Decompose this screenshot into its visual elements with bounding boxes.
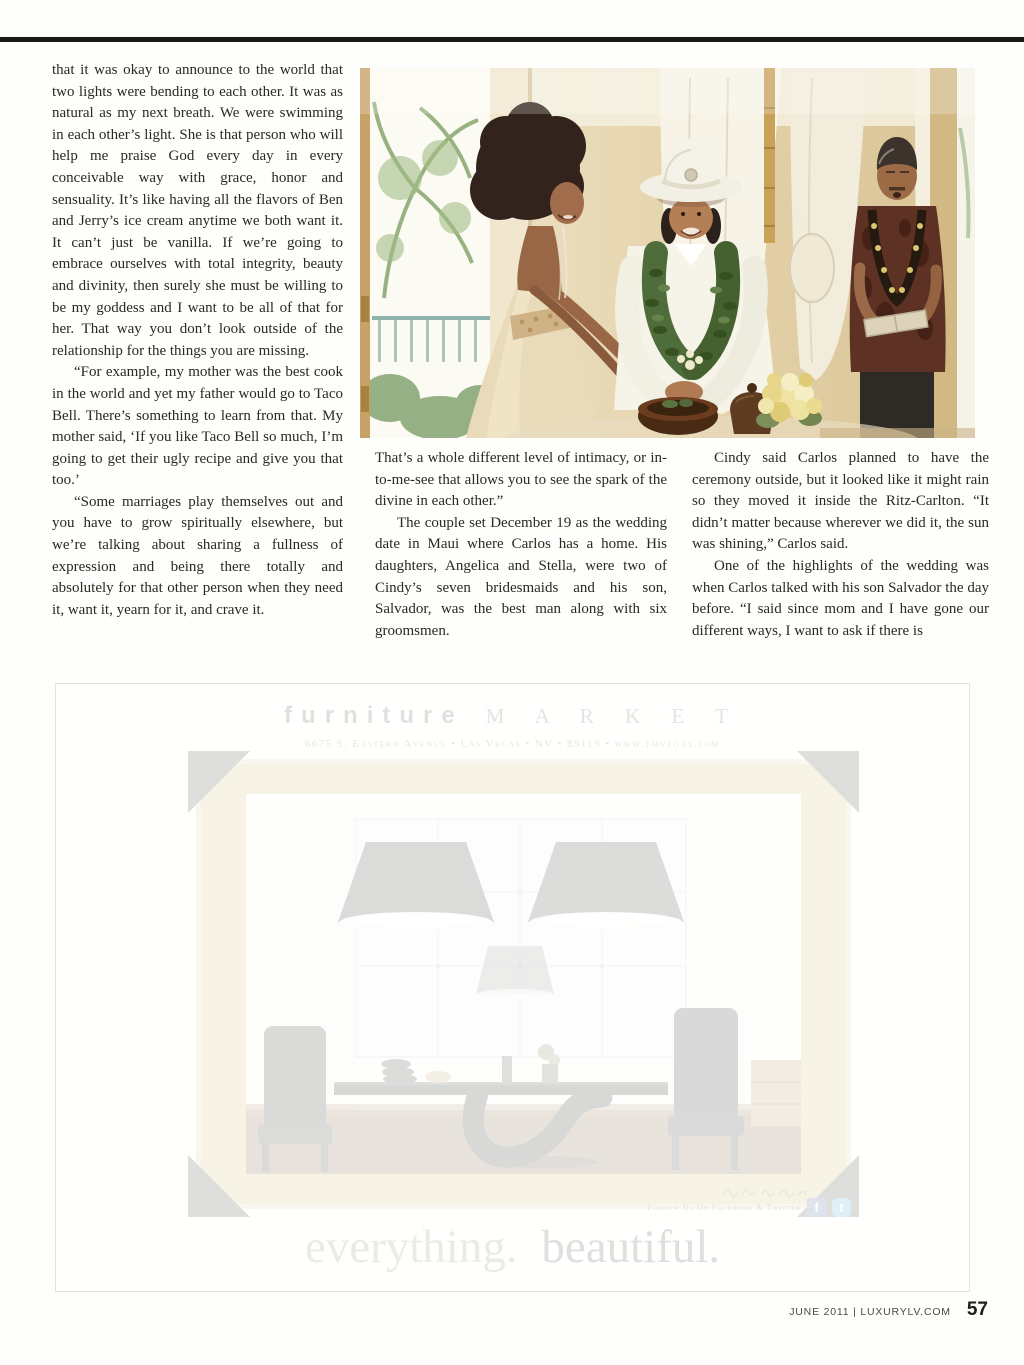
furniture-market-ad <box>55 683 970 1292</box>
ad-photo-mat <box>196 759 851 1209</box>
article-paragraph: Cindy said Carlos planned to have the ceremony outside, but it looked like it might rain so they moved it inside the Ritz-Carlton. “It didn’t matter because wherever we did it, the sun was shining,” Carlos said. <box>692 450 989 553</box>
article-column-middle <box>375 448 667 642</box>
tagline-word-beautiful: beautiful. <box>541 1221 721 1273</box>
page-footer <box>789 1299 988 1321</box>
ad-address-line: 6675 S. Eastern Avenue • Las Vegas • NV • 89119 • www.fmvegas.com <box>304 738 721 750</box>
door-edge <box>360 68 370 438</box>
ad-dining-room-photo <box>246 794 801 1174</box>
photo-corner-mount-icon <box>188 1155 250 1217</box>
wooden-bowl <box>638 397 718 435</box>
article-paragraph: “Some marriages play themselves out and you have to grow spiritually elsewhere, but we’re talking about sharing a fullness of expression and being there totally and absolutely for that other person when they need it, want it, yearn for it, and crave it. <box>52 493 343 618</box>
article-paragraph: The couple set December 19 as the wedding date in Maui where Carlos has a home. His daughters, Angelica and Stella, were two of Cindy’s seven bridesmaids and his son, Salvador, was the best man along with six groomsmen. <box>375 514 667 639</box>
facebook-icon: f <box>807 1198 826 1217</box>
ad-brand-word-furniture: furniture <box>284 702 464 729</box>
photo-corner-mount-icon <box>188 751 250 813</box>
top-rule-divider <box>0 37 1024 42</box>
footer-page-number: 57 <box>966 1299 988 1320</box>
photo-corner-mount-icon <box>797 751 859 813</box>
ad-social-row <box>648 1198 851 1217</box>
ad-brand-word-market: M A R K E T <box>485 704 741 728</box>
twitter-icon: t <box>832 1198 851 1217</box>
article-column-right <box>692 448 989 642</box>
ad-faint-content <box>56 684 969 1291</box>
wedding-photo <box>360 68 975 438</box>
article-column-left <box>52 60 343 621</box>
article-paragraph: One of the highlights of the wedding was when Carlos talked with his son Salvador the day before. “I said since mom and I have gone our different ways, I want to ask if there is <box>692 557 989 639</box>
follow-us-text: Follow Us On Facebook & Twitter <box>647 1203 801 1212</box>
ad-brand-title <box>56 702 969 730</box>
article-paragraph: That’s a whole different level of intimacy, or in-to-me-see that allows you to see the spark of the divine in each other.” <box>375 450 667 510</box>
wedding-photo-art <box>360 68 975 438</box>
article-paragraph: “For example, my mother was the best cook in the world and yet my father would go to Taco Bell. There’s something to learn from that. My mother said, ‘If you like Taco Bell so much, I’m going to get their ugly recipe and give you that too.’ <box>52 364 343 489</box>
ad-tagline <box>56 1220 969 1274</box>
footer-issue-site: JUNE 2011 | LUXURYLV.COM <box>789 1306 951 1318</box>
sideboard <box>751 1060 801 1126</box>
article-paragraph: that it was okay to announce to the world that two lights were bending to each other. It was as natural as my next breath. We were swimming in each other’s light. She is that person who will help me praise God every day in every conceivable way with grace, honor and sensuality. It’s like having all the flavors of Ben and Jerry’s ice cream anytime we both want it. It can’t just be vanilla. If we’re going to embrace ourselves with total integrity, beauty and divinity, then surely she must be willing to be my goddess and I want to be all of that for her. That way you don’t look outside of the relationship for the things you are missing. <box>52 62 343 359</box>
tagline-word-everything: everything. <box>304 1221 518 1273</box>
